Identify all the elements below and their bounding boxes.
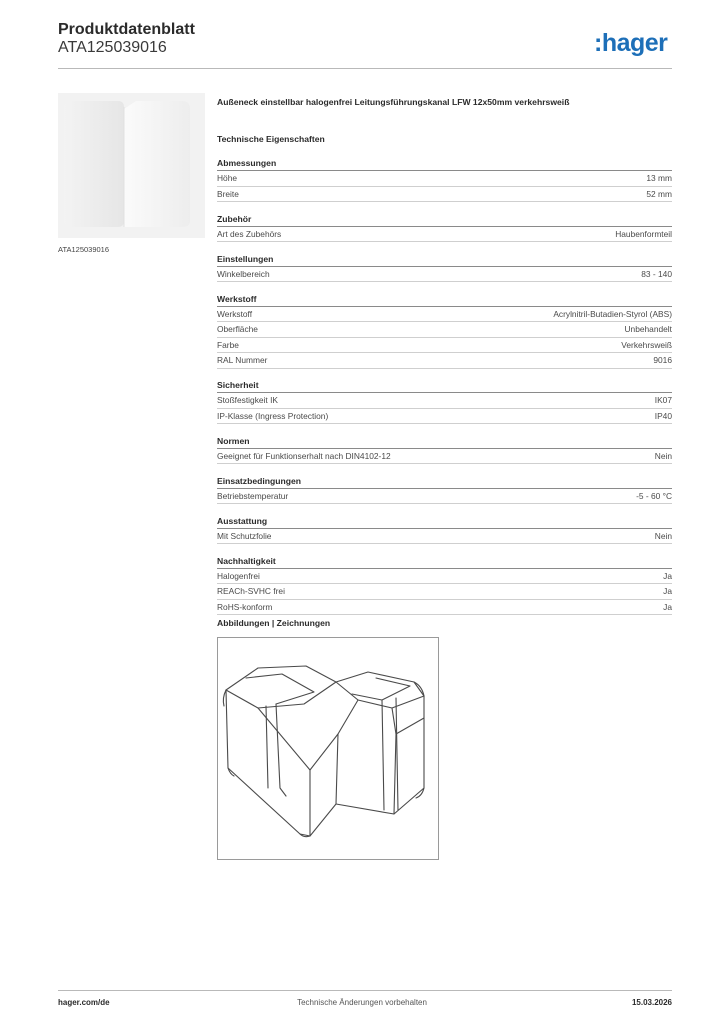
property-row xyxy=(217,267,672,283)
property-label: Art des Zubehörs xyxy=(217,228,282,239)
property-group-heading: Abmessungen xyxy=(217,157,672,171)
footer-note: Technische Änderungen vorbehalten xyxy=(297,998,427,1007)
article-number: ATA125039016 xyxy=(58,39,167,56)
property-group xyxy=(217,253,672,283)
property-label: REACh-SVHC frei xyxy=(217,586,285,596)
property-group xyxy=(217,293,672,369)
property-group xyxy=(217,515,672,545)
property-label: Farbe xyxy=(217,339,239,350)
property-row xyxy=(217,338,672,354)
property-label: Breite xyxy=(217,188,239,199)
property-label: Winkelbereich xyxy=(217,268,270,279)
product-photo-image xyxy=(58,93,205,238)
property-label: Halogenfrei xyxy=(217,570,260,581)
property-value: 83 - 140 xyxy=(641,268,672,279)
property-row xyxy=(217,529,672,545)
property-group-heading: Ausstattung xyxy=(217,515,672,529)
property-label: Mit Schutzfolie xyxy=(217,530,272,541)
svg-text::hager: :hager xyxy=(594,29,668,57)
property-row xyxy=(217,393,672,409)
property-value: Ja xyxy=(663,586,672,596)
property-group-heading: Einsatzbedingungen xyxy=(217,475,672,489)
property-label: Oberfläche xyxy=(217,324,258,334)
property-value: Haubenformteil xyxy=(615,228,672,239)
property-row xyxy=(217,171,672,187)
property-row xyxy=(217,227,672,243)
product-photo-caption: ATA125039016 xyxy=(58,245,110,254)
property-group xyxy=(217,157,672,202)
property-value: 13 mm xyxy=(646,173,672,183)
property-group-heading: Einstellungen xyxy=(217,253,672,267)
property-row xyxy=(217,409,672,425)
corner-piece-drawing xyxy=(218,638,438,859)
property-value: IK07 xyxy=(654,395,672,405)
property-group xyxy=(217,475,672,505)
footer-date: 15.03.2026 xyxy=(631,998,672,1007)
property-row xyxy=(217,322,672,338)
footer-divider xyxy=(58,990,672,991)
property-value: Acrylnitril-Butadien-Styrol (ABS) xyxy=(553,308,672,319)
property-value: Verkehrsweiß xyxy=(621,339,672,350)
property-label: Höhe xyxy=(217,173,238,183)
property-value: Ja xyxy=(663,570,672,581)
property-group-heading: Sicherheit xyxy=(217,379,672,393)
drawings-heading: Abbildungen | Zeichnungen xyxy=(217,618,331,628)
technical-drawing xyxy=(217,637,439,860)
property-group-heading: Nachhaltigkeit xyxy=(217,555,672,569)
property-label: RAL Nummer xyxy=(217,355,268,365)
property-value: Nein xyxy=(654,450,672,461)
property-group-heading: Normen xyxy=(217,435,672,449)
property-group-heading: Werkstoff xyxy=(217,293,672,307)
property-label: Stoßfestigkeit IK xyxy=(217,395,278,405)
property-row xyxy=(217,449,672,465)
property-label: Geeignet für Funktionserhalt nach DIN4102-12 xyxy=(217,450,391,461)
property-value: 9016 xyxy=(653,355,672,365)
property-row xyxy=(217,307,672,323)
property-value: IP40 xyxy=(654,410,672,421)
property-row xyxy=(217,584,672,600)
property-label: Betriebstemperatur xyxy=(217,490,289,501)
product-details xyxy=(217,96,672,626)
property-value: Nein xyxy=(654,530,672,541)
property-label: Werkstoff xyxy=(217,308,253,319)
header-divider xyxy=(58,68,672,69)
hager-logo xyxy=(594,26,676,60)
product-title: Außeneck einstellbar halogenfrei Leitungsführungskanal LFW 12x50mm verkehrsweiß xyxy=(217,97,570,107)
property-row xyxy=(217,187,672,203)
property-value: Unbehandelt xyxy=(624,324,672,334)
property-group-heading: Zubehör xyxy=(217,213,672,227)
technical-properties-heading: Technische Eigenschaften xyxy=(217,134,325,144)
property-group xyxy=(217,213,672,243)
document-title: Produktdatenblatt xyxy=(58,21,195,38)
property-label: IP-Klasse (Ingress Protection) xyxy=(217,410,329,421)
property-row xyxy=(217,353,672,369)
property-group xyxy=(217,379,672,424)
property-label: RoHS-konform xyxy=(217,601,273,612)
property-group xyxy=(217,555,672,616)
product-photo xyxy=(58,93,205,238)
property-group xyxy=(217,435,672,465)
property-value: -5 - 60 °C xyxy=(636,490,672,501)
property-groups xyxy=(217,157,672,615)
footer-website[interactable]: hager.com/de xyxy=(58,998,110,1007)
property-value: 52 mm xyxy=(646,188,672,199)
property-row xyxy=(217,489,672,505)
property-row xyxy=(217,569,672,585)
property-value: Ja xyxy=(663,601,672,612)
property-row xyxy=(217,600,672,616)
